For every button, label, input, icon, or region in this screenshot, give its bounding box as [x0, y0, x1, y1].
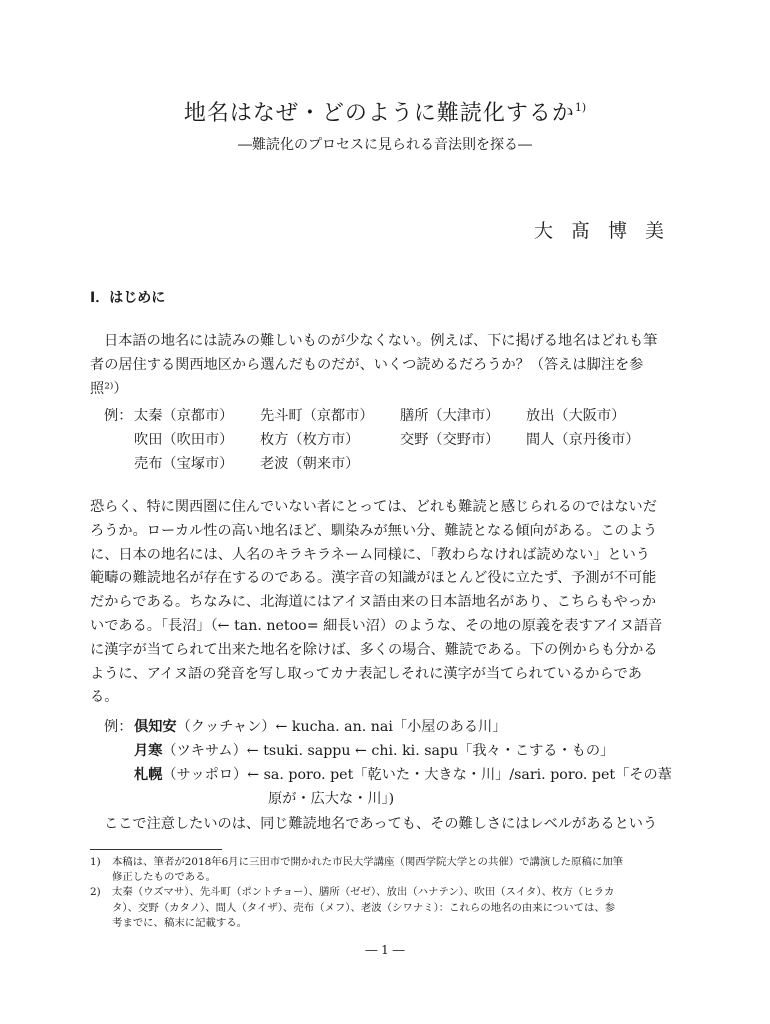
paragraph-line: 照²⁾）	[90, 380, 128, 397]
paragraph-line: 者の居住する関西地区から選んだものだが、いくつ読めるだろうか？（答えは脚注を参	[90, 356, 644, 373]
footnotes	[90, 855, 684, 931]
example-place: 売布（宝塚市）	[134, 456, 234, 472]
page-number: ― 1 ―	[365, 943, 405, 957]
example-place: 間人（京丹後市）	[526, 432, 640, 448]
closing-paragraph	[90, 813, 684, 837]
footnote-line: 修正したものである。	[112, 871, 216, 884]
paragraph-line: 日本語の地名には読みの難しいものが少なくない。例えば、下に掲げる地名はどれも筆	[104, 333, 658, 349]
example-kanji: 札幌	[134, 767, 163, 783]
paper-title-text: 地名はなぜ・どのように難読化するか	[183, 101, 575, 126]
example-gloss: （サッポロ）← sa. poro. pet「乾いた・大きな・川」/sari. poro. pet「その葦	[162, 767, 672, 783]
intro-paragraph	[90, 330, 684, 401]
example-place: 吹田（吹田市）	[134, 432, 234, 448]
body-paragraph	[90, 496, 684, 710]
example-place: 先斗町（京都市）	[260, 408, 374, 424]
example-kanji: 月寒	[134, 743, 163, 759]
footnote-line: 太秦（ウズマサ）、先斗町（ポントチョー）、膳所（ゼゼ）、放出（ハナテン）、吹田（スイタ）、枚方（ヒラカ	[112, 886, 615, 899]
footnote-line: タ）、交野（カタノ）、間人（タイザ）、売布（メフ）、老波（シワナミ）：これらの地名の由来については、参	[112, 901, 616, 914]
section-heading: Ⅰ．はじめに	[90, 290, 166, 306]
example-place: 膳所（大津市）	[400, 408, 500, 424]
title-footnote-ref[interactable]: 1)	[574, 101, 587, 114]
example-place: 交野（交野市）	[400, 432, 500, 448]
paragraph-line: 範疇の難読地名が存在するのである。漢字音の知識がほとんど役に立たず、予測が不可能	[90, 570, 657, 587]
footnote-rule	[90, 849, 222, 850]
example-place: 放出（大阪市）	[526, 408, 626, 424]
paragraph-line: ろうか。ローカル性の高い地名ほど、馴染みが無い分、難読となる傾向がある。このよう	[90, 522, 658, 539]
example-gloss-continued: 原が・広大な・川」)	[268, 791, 395, 807]
example-item	[134, 716, 506, 736]
paragraph-line: 恐らく、特に関西圏に住んでいない者にとっては、どれも難読と感じられるのではないだ	[90, 499, 657, 515]
author-name: 大髙博美	[533, 220, 682, 242]
paper-title	[0, 96, 770, 127]
example-label: 例：	[104, 719, 133, 735]
footnote-2	[90, 885, 684, 931]
example-kanji: 倶知安	[134, 719, 177, 735]
paragraph-line: だからである。ちなみに、北海道にはアイヌ語由来の日本語地名があり、こちらもやっか	[90, 594, 657, 611]
paragraph-line: に漢字が当てられて出来た地名を除けば、多くの場合、難読である。下の例からも分かる	[90, 641, 658, 658]
example-item	[134, 740, 614, 760]
paragraph-line: に、日本の地名には、人名のキラキラネーム同様に、「教わらなければ読めない」という	[90, 546, 650, 563]
example-place: 老波（朝来市）	[260, 456, 360, 472]
footnote-line: 考までに、稿末に記載する。	[112, 916, 248, 929]
example-gloss: （ツキサム）← tsuki. sappu ← chi. ki. sapu「我々・こする・もの」	[162, 743, 615, 759]
paragraph-line: いである。「長沼」（← tan. netoo= 細長い沼）のような、その地の原義を表すアイヌ語音	[90, 617, 663, 634]
footnote-1	[90, 855, 684, 885]
paragraph-line: ように、アイヌ語の発音を写し取ってカナ表記しそれに漢字が当てられているからであ	[90, 665, 642, 682]
example-place: 太秦（京都市）	[134, 408, 234, 424]
example-place: 枚方（枚方市）	[260, 432, 360, 448]
paper-subtitle: ―難読化のプロセスに見られる音法則を探る―	[238, 137, 532, 153]
example-item	[134, 764, 672, 784]
example-label: 例：	[104, 408, 133, 424]
paragraph-line: ここで注意したいのは、同じ難読地名であっても、その難しさにはレベルがあるという	[104, 816, 658, 832]
footnote-number: 1)	[90, 856, 101, 868]
footnote-number: 2)	[90, 886, 101, 899]
footnote-line: 本稿は、筆者が2018年6月に三田市で開かれた市民大学講座（関西学院大学との共催）で講演した原稿に加筆	[112, 856, 624, 868]
paragraph-line: る。	[90, 689, 119, 706]
example-gloss: （クッチャン）← kucha. an. nai「小屋のある川」	[176, 719, 507, 735]
